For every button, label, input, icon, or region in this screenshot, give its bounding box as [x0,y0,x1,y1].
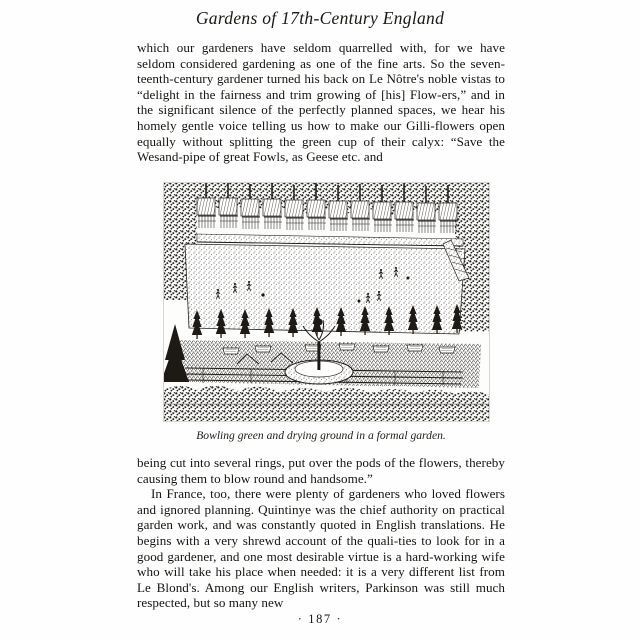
engraving-bowling-green [163,182,490,422]
page-number: · 187 · [297,612,343,626]
text-block-lower [137,455,505,611]
paragraph-lower-continued: being cut into several rings, put over the pods of the flowers, thereby causing them to blow round and handsome.” [137,455,505,486]
paragraph-lower-new: In France, too, there were plenty of gardeners who loved flowers and ignored planning. Quintinye was the chief authority on practical garden work, and was constantly quoted in English translations. He begins with a very shrewd account of the quali-ties to look for in a good gardener, and one most desirable virtue is a hard-working wife who will take his place when needed: it is a very different list from Le Blond's. Among our English writers, Parkinson was still much respected, but so many new [137,486,505,611]
figure-caption: Bowling green and drying ground in a formal garden. [196,429,446,442]
running-head: Gardens of 17th-Century England [195,8,445,28]
paragraph-upper: which our gardeners have seldom quarrelled with, for we have seldom considered gardening as one of the fine arts. So the seven-teenth-century gardener turned his back on Le Nôtre's noble vistas to “delight in the fairness and trim growing of [his] Flow-ers,” and in the significant silence of the perfectly planned spaces, we hear his homely gentle voice telling us how to make our Gilli-flowers open equally without splitting the green cup of their calyx: “Save the Wesand-pipe of great Fowls, as Geese etc. and [137,40,505,165]
text-block-upper [137,40,505,165]
figure-illustration [163,182,490,422]
bowling-green-lawn [185,244,465,334]
